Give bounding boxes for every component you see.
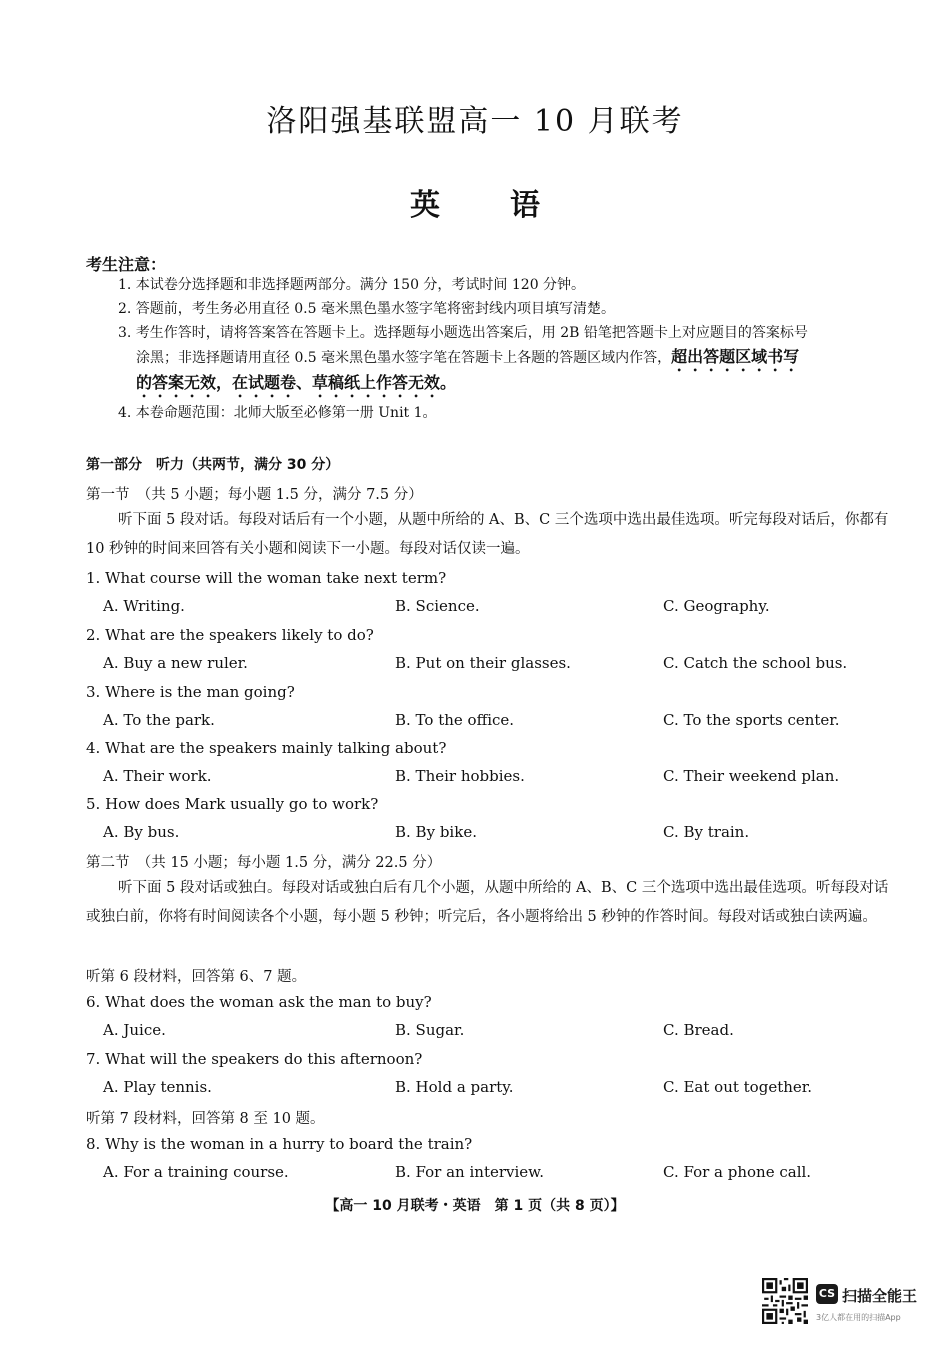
question-5: 5. How does Mark usually go to work? — [86, 795, 379, 813]
notice-item-3-line-1: 3. 考生作答时，请将答案答在答题卡上。选择题每小题选出答案后，用 2B 铅笔把答题卡上对应题目的答案标号 — [118, 325, 808, 341]
question-7-option-a: A. Play tennis. — [103, 1078, 212, 1096]
question-6-option-b: B. Sugar. — [395, 1021, 465, 1039]
question-7-option-c: C. Eat out together. — [663, 1078, 813, 1096]
question-5-option-c: C. By train. — [663, 823, 750, 841]
question-6-option-a: A. Juice. — [103, 1021, 166, 1039]
question-1-option-a: A. Writing. — [103, 597, 185, 615]
notice-item-3-emphasis-2: 的答案无效，在试题卷、草稿纸上作答无效。 — [136, 373, 457, 392]
question-3: 3. Where is the man going? — [86, 683, 295, 701]
question-1: 1. What course will the woman take next term? — [86, 569, 447, 587]
notice-heading: 考生注意： — [86, 255, 167, 274]
notice-item-3-line-3 — [136, 372, 896, 401]
notice-item-3-emphasis: 超出答题区域书写 — [671, 347, 800, 366]
question-4-option-c: C. Their weekend plan. — [663, 767, 840, 785]
notice-item-2: 2. 答题前，考生务必用直径 0.5 毫米黑色墨水签字笔将密封线内项目填写清楚。 — [118, 301, 615, 317]
question-8: 8. Why is the woman in a hurry to board the train? — [86, 1135, 473, 1153]
material-7-instruction: 听第 7 段材料，回答第 8 至 10 题。 — [86, 1111, 325, 1127]
question-5-option-b: B. By bike. — [395, 823, 477, 841]
section-2-heading: 第二节 （共 15 小题；每小题 1.5 分，满分 22.5 分） — [86, 855, 442, 871]
notice-item-3-line-2 — [136, 346, 896, 375]
question-2-option-b: B. Put on their glasses. — [395, 654, 571, 672]
camscanner-logo-icon: CS — [816, 1284, 838, 1304]
question-2: 2. What are the speakers likely to do? — [86, 626, 374, 644]
question-8-option-a: A. For a training course. — [103, 1163, 289, 1181]
camscanner-tagline: 3亿人都在用的扫描App — [816, 1313, 901, 1322]
question-4-option-b: B. Their hobbies. — [395, 767, 525, 785]
part-1-heading: 第一部分 听力（共两节，满分 30 分） — [86, 457, 340, 473]
question-6: 6. What does the woman ask the man to buy? — [86, 993, 432, 1011]
notice-item-4: 4. 本卷命题范围：北师大版至必修第一册 Unit 1。 — [118, 405, 437, 421]
notice-item-3-plain: 涂黑；非选择题请用直径 0.5 毫米黑色墨水签字笔在答题卡上各题的答题区域内作答， — [136, 350, 672, 366]
notice-item-1: 1. 本试卷分选择题和非选择题两部分。满分 150 分，考试时间 120 分钟。 — [118, 277, 586, 293]
camscanner-name: 扫描全能王 — [842, 1287, 918, 1305]
question-7-option-b: B. Hold a party. — [395, 1078, 514, 1096]
question-3-option-c: C. To the sports center. — [663, 711, 840, 729]
subject-char-1: 英 — [410, 188, 440, 223]
question-4: 4. What are the speakers mainly talking about? — [86, 739, 447, 757]
subject-title — [0, 180, 950, 224]
material-6-instruction: 听第 6 段材料，回答第 6、7 题。 — [86, 969, 307, 985]
exam-title: 洛阳强基联盟高一 10 月联考 — [266, 104, 684, 139]
question-2-option-a: A. Buy a new ruler. — [103, 654, 248, 672]
section-1-instructions: 听下面 5 段对话。每段对话后有一个小题，从题中所给的 A、B、C 三个选项中选出最佳选项。听完每段对话后，你都有 10 秒钟的时间来回答有关小题和阅读下一小题。每段对话仅读一遍。 — [86, 512, 889, 557]
question-2-option-c: C. Catch the school bus. — [663, 654, 848, 672]
question-8-option-b: B. For an interview. — [395, 1163, 544, 1181]
section-2-instructions: 听下面 5 段对话或独白。每段对话或独白后有几个小题，从题中所给的 A、B、C 三个选项中选出最佳选项。听每段对话或独白前，你将有时间阅读各个小题，每小题 5 秒钟；听完后，各小题将给出 5 秒钟的作答时间。每段对话或独白读两遍。 — [86, 880, 889, 925]
question-7: 7. What will the speakers do this afternoon? — [86, 1050, 423, 1068]
question-5-option-a: A. By bus. — [103, 823, 180, 841]
subject-char-2: 语 — [510, 188, 540, 223]
question-1-option-b: B. Science. — [395, 597, 480, 615]
question-3-option-a: A. To the park. — [103, 711, 215, 729]
qr-code-icon — [762, 1278, 808, 1324]
question-3-option-b: B. To the office. — [395, 711, 515, 729]
question-4-option-a: A. Their work. — [103, 767, 212, 785]
question-6-option-c: C. Bread. — [663, 1021, 734, 1039]
question-8-option-c: C. For a phone call. — [663, 1163, 812, 1181]
page-footer: 【高一 10 月联考・英语 第 1 页（共 8 页）】 — [325, 1198, 625, 1214]
question-1-option-c: C. Geography. — [663, 597, 770, 615]
section-1-heading: 第一节 （共 5 小题；每小题 1.5 分，满分 7.5 分） — [86, 487, 423, 503]
